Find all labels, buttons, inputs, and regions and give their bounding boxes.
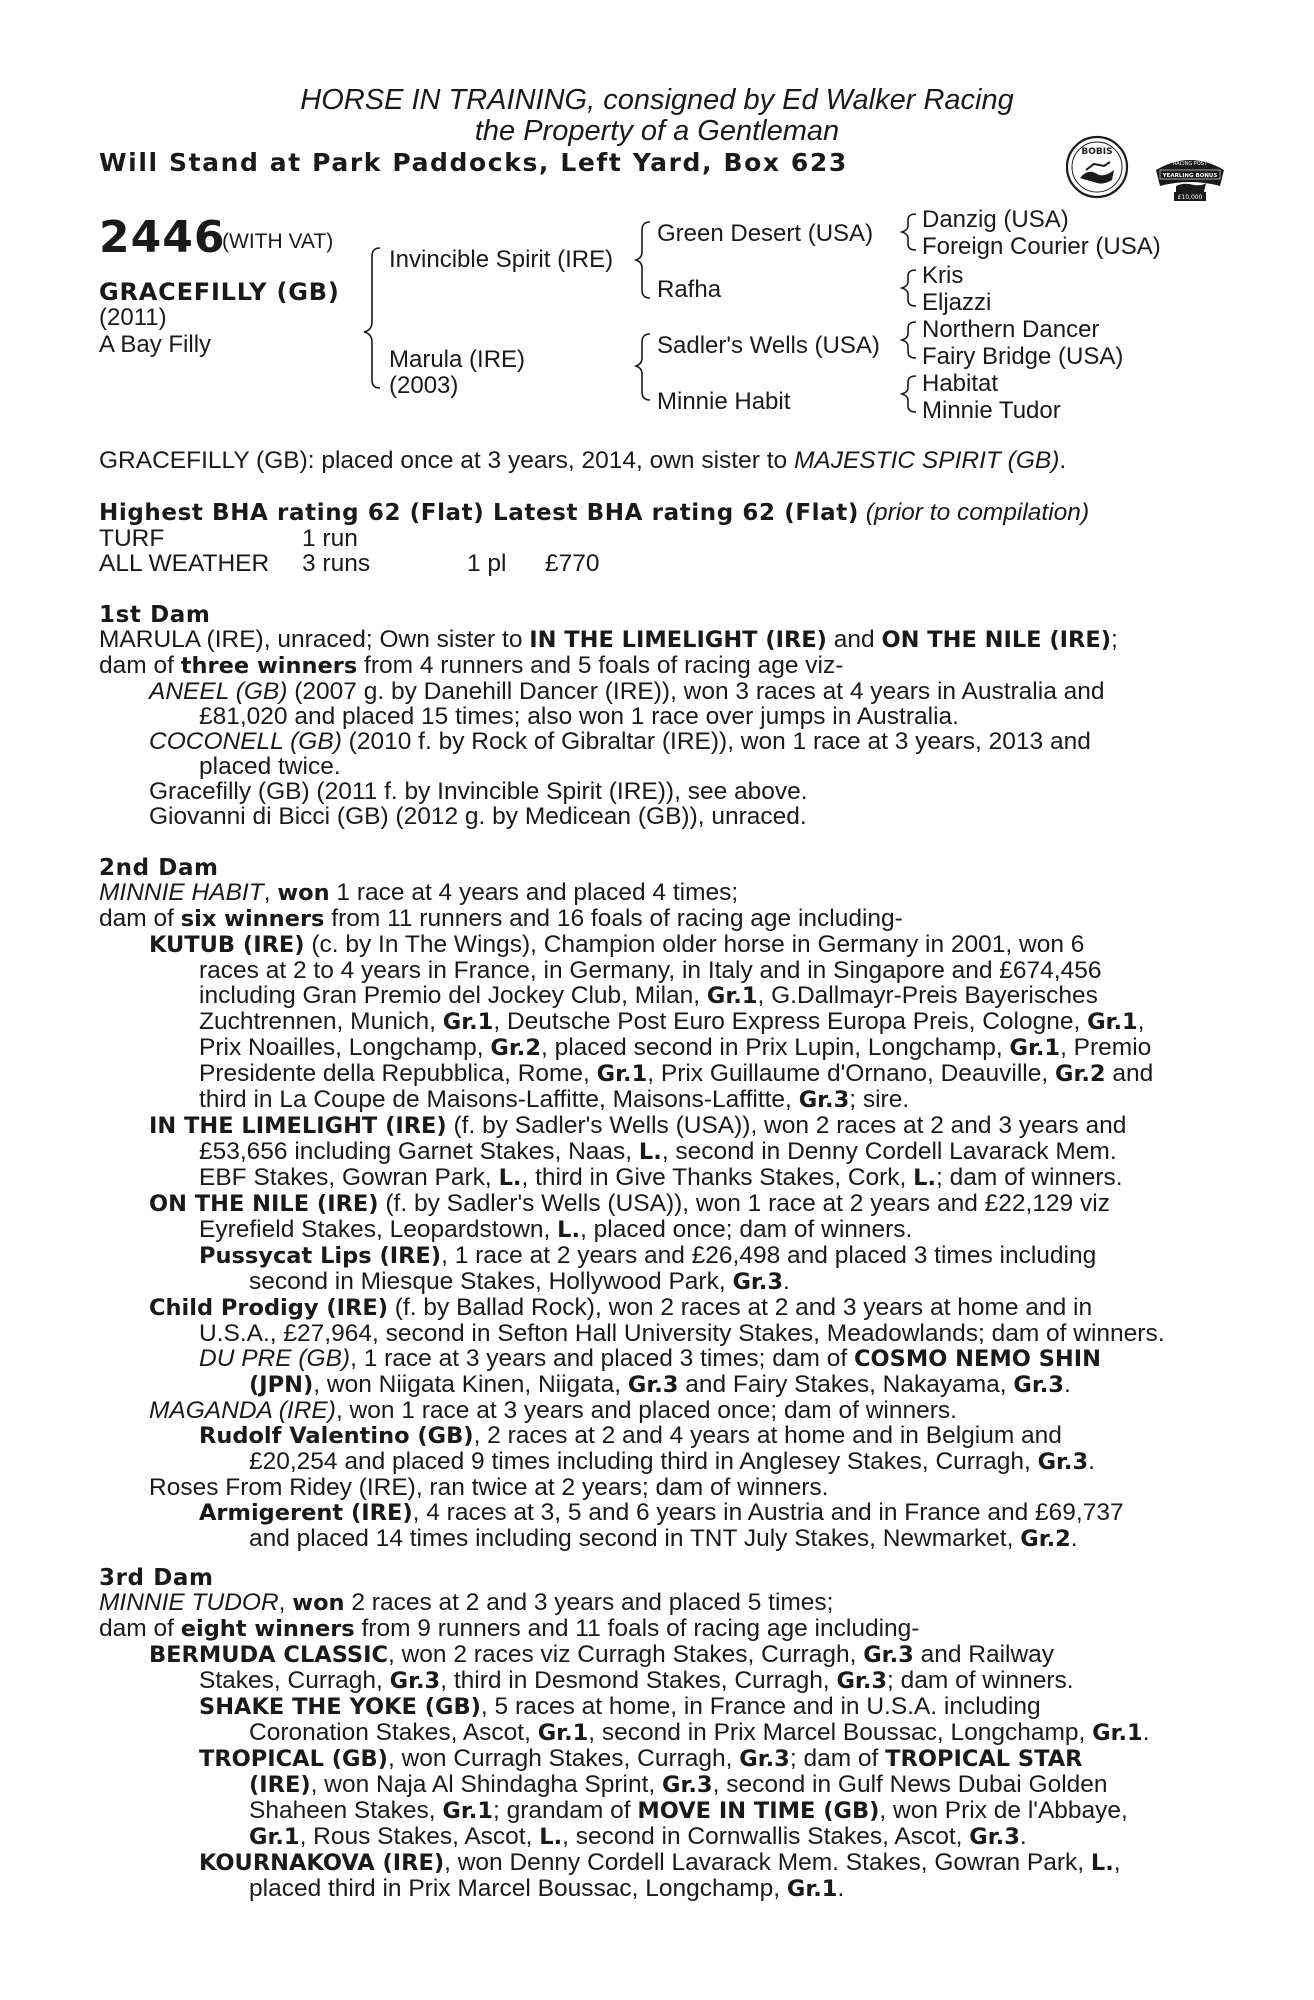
lot-vat: (WITH VAT) xyxy=(222,230,334,253)
aw-record-prize: £770 xyxy=(545,550,600,577)
dam-sire-dam: Fairy Bridge (USA) xyxy=(922,343,1124,370)
horse-name: GRACEFILLY (GB) xyxy=(99,278,340,306)
stand-location: Will Stand at Park Paddocks, Left Yard, Box 623 xyxy=(99,148,848,177)
first-dam-heading: 1st Dam xyxy=(99,602,211,628)
sire-dam: Rafha xyxy=(657,276,722,303)
dam-dam-dam: Minnie Tudor xyxy=(922,397,1061,424)
third-dam-heading: 3rd Dam xyxy=(99,1565,214,1591)
first-dam-section: MARULA (IRE), unraced; Own sister to IN THE LIMELIGHT (IRE) and ON THE NILE (IRE); dam of three winners from 4 runners and 5 foals of racing age viz- ANEEL (GB) (2007 g. by Danehill Dancer (IRE)), won 3 races at 4 years in Australia and £81,020 and placed 15 times; also won 1 race over jumps in Australia. COCONELL (GB) (2010 f. by Rock of Gibraltar (IRE)), won 1 race at 3 years, 2013 and placed twice. Gracefilly (GB) (2011 f. by Invincible Spirit (IRE)), see above. Giovanni di Bicci (GB) (2012 g. by Medicean (GB)), unraced. xyxy=(99,626,1118,830)
aw-record-placed: 1 pl xyxy=(467,550,507,577)
dam-sire: Sadler's Wells (USA) xyxy=(657,332,880,359)
dam-year: (2003) xyxy=(389,372,459,399)
dam-dam-sire: Habitat xyxy=(922,370,999,397)
second-dam-heading: 2nd Dam xyxy=(99,855,219,881)
turf-record-label: TURF xyxy=(99,525,165,552)
horse-description: A Bay Filly xyxy=(99,331,212,358)
horse-summary: GRACEFILLY (GB): placed once at 3 years, 2014, own sister to MAJESTIC SPIRIT (GB). xyxy=(99,447,1067,474)
second-dam-section: MINNIE HABIT, won 1 race at 4 years and placed 4 times; dam of six winners from 11 runners and 16 foals of racing age including- KUTUB (IRE) (c. by In The Wings), Champion older horse in Germany in 2001, won 6 races at 2 to 4 years in France, in Germany, in Italy and in Singapore and £674,456 including Gran Premio del Jockey Club, Milan, Gr.1, G.Dallmayr-Preis Bayerisches Zuchtrennen, Munich, Gr.1, Deutsche Post Euro Express Europa Preis, Cologne, Gr.1, Prix Noailles, Longchamp, Gr.2, placed second in Prix Lupin, Longchamp, Gr.1, Premio Presidente della Repubblica, Rome, Gr.1, Prix Guillaume d'Ornano, Deauville, Gr.2 and third in La Coupe de Maisons-Laffitte, Maisons-Laffitte, Gr.3; sire. IN THE LIMELIGHT (IRE) (f. by Sadler's Wells (USA)), won 2 races at 2 and 3 years and £53,656 including Garnet Stakes, Naas, L., second in Denny Cordell Lavarack Mem. EBF Stakes, Gowran Park, L., third in Give Thanks Stakes, Cork, L.; dam of winners. ON THE NILE (IRE) (f. by Sadler's Wells (USA)), won 1 race at 2 years and £22,129 viz Eyrefield Stakes, Leopardstown, L., placed once; dam of winners. Pussycat Lips (IRE), 1 race at 2 years and £26,498 and placed 3 times including second in Miesque Stakes, Hollywood Park, Gr.3. Child Prodigy (IRE) (f. by Ballad Rock), won 2 races at 2 and 3 years at home and in U.S.A., £27,964, second in Sefton Hall University Stakes, Meadowlands; dam of winners. DU PRE (GB), 1 race at 3 years and placed 3 times; dam of COSMO NEMO SHIN (JPN), won Niigata Kinen, Niigata, Gr.3 and Fairy Stakes, Nakayama, Gr.3. MAGANDA (IRE), won 1 race at 3 years and placed once; dam of winners. Rudolf Valentino (GB), 2 races at 2 and 4 years at home and in Belgium and £20,254 and placed 9 times including third in Anglesey Stakes, Curragh, Gr.3. Roses From Ridey (IRE), ran twice at 2 years; dam of winners. Armigerent (IRE), 4 races at 3, 5 and 6 years in Austria and in France and £69,737 and placed 14 times including second in TNT July Stakes, Newmarket, Gr.2. xyxy=(99,879,1165,1552)
third-dam-section: MINNIE TUDOR, won 2 races at 2 and 3 years and placed 5 times; dam of eight winners from 9 runners and 11 foals of racing age including- BERMUDA CLASSIC, won 2 races viz Curragh Stakes, Curragh, Gr.3 and Railway Stakes, Curragh, Gr.3, third in Desmond Stakes, Curragh, Gr.3; dam of winners. SHAKE THE YOKE (GB), 5 races at home, in France and in U.S.A. including Coronation Stakes, Ascot, Gr.1, second in Prix Marcel Boussac, Longchamp, Gr.1. TROPICAL (GB), won Curragh Stakes, Curragh, Gr.3; dam of TROPICAL STAR (IRE), won Naja Al Shindagha Sprint, Gr.3, second in Gulf News Dubai Golden Shaheen Stakes, Gr.1; grandam of MOVE IN TIME (GB), won Prix de l'Abbaye, Gr.1, Rous Stakes, Ascot, L., second in Cornwallis Stakes, Ascot, Gr.3. KOURNAKOVA (IRE), won Denny Cordell Lavarack Mem. Stakes, Gowran Park, L., placed third in Prix Marcel Boussac, Longchamp, Gr.1. xyxy=(99,1589,1150,1902)
consignor-line: HORSE IN TRAINING, consigned by Ed Walker Racing xyxy=(300,84,1014,116)
turf-record-runs: 1 run xyxy=(302,525,358,552)
aw-record-runs: 3 runs xyxy=(302,550,371,577)
yearling-bonus-amount: £10,000 xyxy=(1177,194,1203,201)
yearling-bonus-top-text: RACING POST xyxy=(1173,161,1207,167)
lot-number: 2446 xyxy=(99,212,226,263)
bha-rating: Highest BHA rating 62 (Flat) Latest BHA rating 62 (Flat) (prior to compilation) xyxy=(99,499,1090,526)
sire-dam-sire: Kris xyxy=(922,262,964,289)
sire-sire-sire: Danzig (USA) xyxy=(922,206,1069,233)
dam: Marula (IRE) xyxy=(389,346,526,373)
yearling-bonus-text: YEARLING BONUS xyxy=(1162,173,1218,179)
sire: Invincible Spirit (IRE) xyxy=(389,246,614,273)
sire-sire: Green Desert (USA) xyxy=(657,220,874,247)
property-line: the Property of a Gentleman xyxy=(474,115,840,147)
bobis-badge-text: BOBIS xyxy=(1081,147,1113,157)
aw-record-label: ALL WEATHER xyxy=(99,550,270,577)
horse-year: (2011) xyxy=(99,304,167,331)
sire-sire-dam: Foreign Courier (USA) xyxy=(922,233,1161,260)
dam-dam: Minnie Habit xyxy=(657,388,791,415)
sire-dam-dam: Eljazzi xyxy=(922,289,992,316)
dam-sire-sire: Northern Dancer xyxy=(922,316,1100,343)
